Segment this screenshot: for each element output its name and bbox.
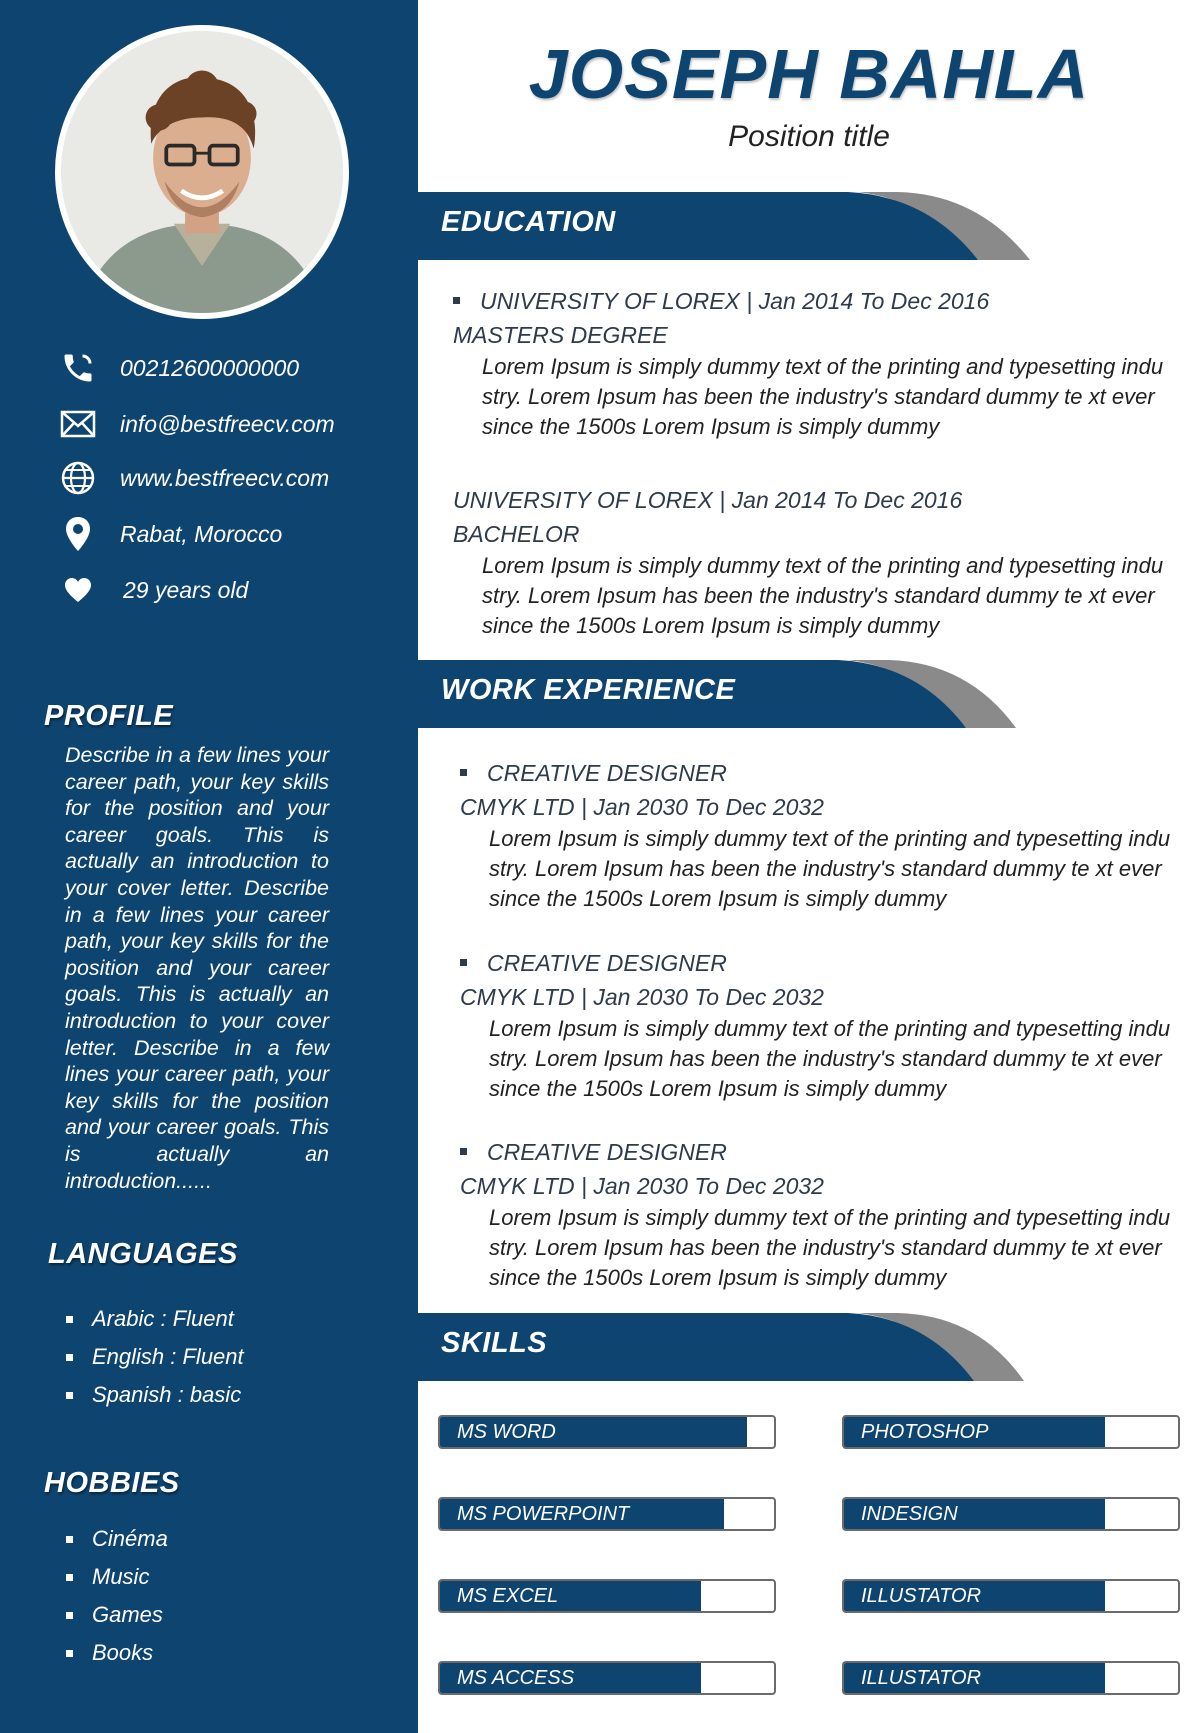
phone-icon bbox=[56, 348, 100, 388]
position-title: Position title bbox=[728, 120, 890, 153]
profile-heading: PROFILE bbox=[44, 700, 174, 732]
work-band bbox=[418, 660, 1038, 730]
company-dates: CMYK LTD | Jan 2030 To Dec 2032 bbox=[460, 1173, 824, 1199]
work-entry bbox=[460, 1135, 1200, 1293]
list-item: Music bbox=[62, 1558, 168, 1596]
location-text: Rabat, Morocco bbox=[120, 520, 283, 547]
bullet-icon bbox=[460, 959, 467, 966]
company-dates: CMYK LTD | Jan 2030 To Dec 2032 bbox=[460, 984, 824, 1010]
list-item: Books bbox=[62, 1634, 168, 1672]
skill-bar bbox=[842, 1661, 1180, 1695]
job-title bbox=[460, 946, 1200, 980]
skill-bar bbox=[842, 1415, 1180, 1449]
location-pin-icon bbox=[56, 514, 100, 554]
contact-location bbox=[56, 514, 282, 554]
skills-band bbox=[418, 1313, 1038, 1383]
education-band bbox=[418, 192, 1038, 262]
phone-number[interactable]: 00212600000000 bbox=[120, 354, 300, 381]
skill-bar bbox=[438, 1661, 776, 1695]
education-head: UNIVERSITY OF LOREX | Jan 2014 To Dec 2016 bbox=[453, 487, 963, 513]
candidate-name: JOSEPH BAHLA bbox=[528, 35, 1090, 113]
work-heading: WORK EXPERIENCE bbox=[441, 674, 736, 706]
languages-list bbox=[62, 1300, 244, 1414]
skill-name: MS EXCEL bbox=[457, 1585, 559, 1607]
job-title bbox=[460, 1135, 1200, 1169]
education-dates: Jan 2014 To Dec 2016 bbox=[731, 487, 963, 513]
list-item: Cinéma bbox=[62, 1520, 168, 1558]
education-description: Lorem Ipsum is simply dummy text of the printing and typesetting indu stry. Lorem Ipsum has been the industry's standard dummy te xt ever since the 1500s Lorem Ipsum is simply dummy bbox=[482, 354, 1164, 439]
list-item: Spanish : basic bbox=[62, 1376, 244, 1414]
skill-bar bbox=[438, 1579, 776, 1613]
skill-bar bbox=[438, 1497, 776, 1531]
envelope-icon bbox=[56, 404, 100, 444]
skill-name: INDESIGN bbox=[861, 1503, 958, 1525]
job-description: Lorem Ipsum is simply dummy text of the printing and typesetting indu stry. Lorem Ipsum has been the industry's standard dummy te xt ever since the 1500s Lorem Ipsum is simply dummy bbox=[489, 1016, 1171, 1101]
skill-name: MS ACCESS bbox=[457, 1667, 575, 1689]
website-link[interactable]: www.bestfreecv.com bbox=[120, 464, 330, 491]
degree-name: MASTERS DEGREE bbox=[453, 322, 668, 348]
company-dates: CMYK LTD | Jan 2030 To Dec 2032 bbox=[460, 794, 824, 820]
avatar-illustration bbox=[61, 31, 343, 313]
skill-name: MS POWERPOINT bbox=[457, 1503, 630, 1525]
skill-name: PHOTOSHOP bbox=[861, 1421, 989, 1443]
globe-icon bbox=[56, 458, 100, 498]
education-dates: Jan 2014 To Dec 2016 bbox=[758, 288, 990, 314]
education-entry bbox=[453, 483, 1200, 641]
bullet-icon bbox=[460, 1148, 467, 1155]
profile-text: Describe in a few lines your career path, your key skills for the position and your career goals. This is actually an introduction to your cover letter. Describe in a few lines your career path, your key skills for the position and your career goals. This is actually an introduction to your cover letter. Describe in a few lines your career path, your key skills for the position and your career goals. This is actually an introduction...... bbox=[65, 743, 329, 1193]
education-heading: EDUCATION bbox=[441, 206, 616, 238]
skill-bar bbox=[842, 1497, 1180, 1531]
age-text: 29 years old bbox=[123, 576, 249, 603]
skill-bar bbox=[842, 1579, 1180, 1613]
job-title-text: CREATIVE DESIGNER bbox=[487, 1139, 727, 1165]
bullet-icon bbox=[460, 769, 467, 776]
contact-website bbox=[56, 458, 329, 498]
degree-name: BACHELOR bbox=[453, 521, 580, 547]
skill-name: MS WORD bbox=[457, 1421, 556, 1443]
hobbies-heading: HOBBIES bbox=[44, 1467, 180, 1499]
skill-name: ILLUSTATOR bbox=[861, 1667, 982, 1689]
contact-age bbox=[56, 570, 248, 610]
email-link[interactable]: info@bestfreecv.com bbox=[120, 410, 335, 437]
hobbies-list bbox=[62, 1520, 168, 1672]
job-description: Lorem Ipsum is simply dummy text of the printing and typesetting indu stry. Lorem Ipsum has been the industry's standard dummy te xt ever since the 1500s Lorem Ipsum is simply dummy bbox=[489, 826, 1171, 911]
contact-email bbox=[56, 404, 335, 444]
work-entry bbox=[460, 946, 1200, 1104]
job-title bbox=[460, 756, 1200, 790]
education-description: Lorem Ipsum is simply dummy text of the printing and typesetting indu stry. Lorem Ipsum has been the industry's standard dummy te xt ever since the 1500s Lorem Ipsum is simply dummy bbox=[482, 553, 1164, 638]
work-entry bbox=[460, 756, 1200, 914]
school-name: UNIVERSITY OF LOREX bbox=[453, 487, 713, 513]
list-item: Games bbox=[62, 1596, 168, 1634]
skill-bar bbox=[438, 1415, 776, 1449]
skill-name: ILLUSTATOR bbox=[861, 1585, 982, 1607]
sidebar bbox=[0, 0, 418, 1733]
bullet-icon bbox=[453, 297, 460, 304]
education-head: UNIVERSITY OF LOREX | Jan 2014 To Dec 2016 bbox=[453, 284, 1200, 318]
skills-heading: SKILLS bbox=[441, 1327, 548, 1359]
heart-icon bbox=[56, 570, 100, 610]
list-item: English : Fluent bbox=[62, 1338, 244, 1376]
job-title-text: CREATIVE DESIGNER bbox=[487, 760, 727, 786]
job-title-text: CREATIVE DESIGNER bbox=[487, 950, 727, 976]
profile-photo bbox=[55, 25, 349, 319]
school-name: UNIVERSITY OF LOREX bbox=[480, 288, 740, 314]
education-entry bbox=[453, 284, 1200, 442]
job-description: Lorem Ipsum is simply dummy text of the printing and typesetting indu stry. Lorem Ipsum has been the industry's standard dummy te xt ever since the 1500s Lorem Ipsum is simply dummy bbox=[489, 1205, 1171, 1290]
contact-phone bbox=[56, 348, 299, 388]
list-item: Arabic : Fluent bbox=[62, 1300, 244, 1338]
languages-heading: LANGUAGES bbox=[48, 1238, 238, 1270]
